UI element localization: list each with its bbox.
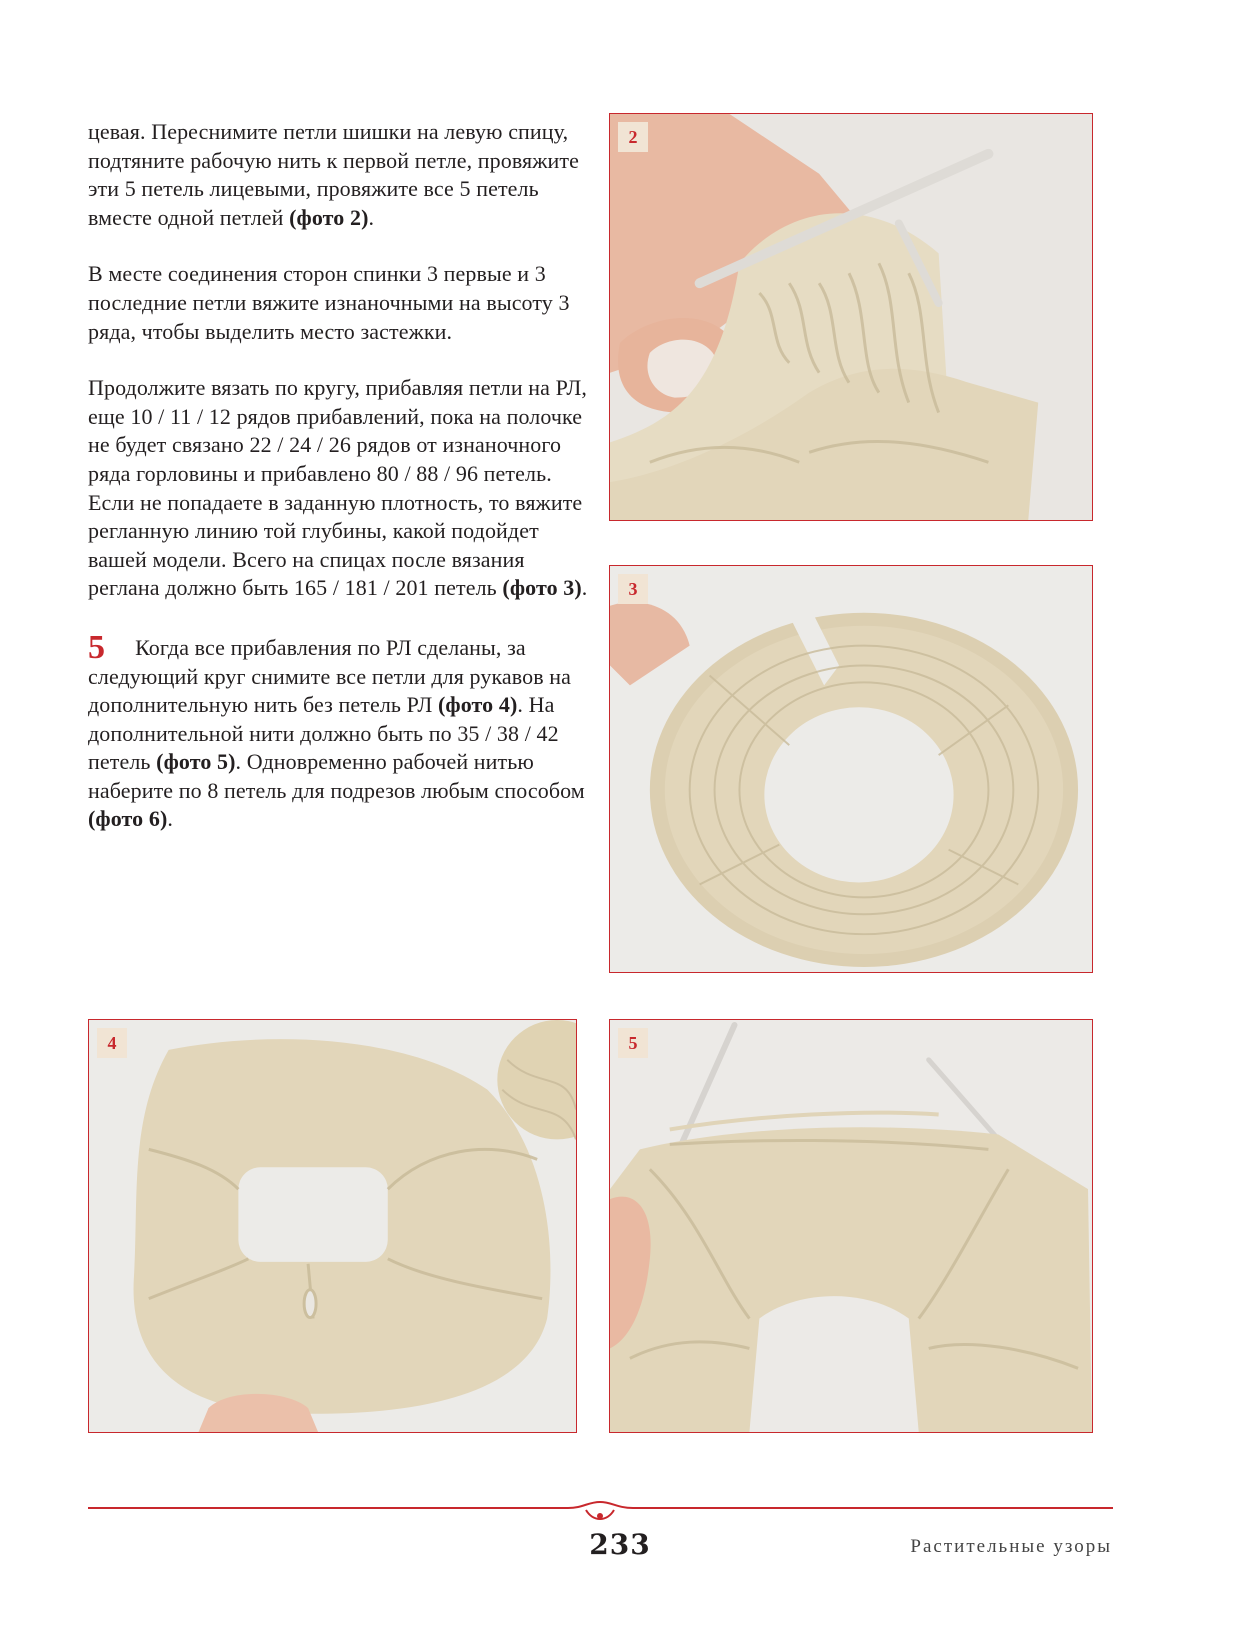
photo-3-image — [610, 566, 1092, 972]
step-number: 5 — [88, 628, 106, 666]
step-text — [88, 635, 585, 832]
photo-2-label: 2 — [618, 122, 648, 152]
photo-4-label: 4 — [97, 1028, 127, 1058]
text-run: Когда все прибавления по РЛ сделаны, за следующий круг снимите все петли для рукавов на дополнительную нить без петель РЛ — [88, 634, 572, 718]
photo-3 — [609, 565, 1093, 973]
photo-2 — [609, 113, 1093, 521]
photo-3-label: 3 — [618, 574, 648, 604]
photo-5 — [609, 1019, 1093, 1433]
text-run: Продолжите вязать по кругу, прибавляя петли на РЛ, еще 10 / 11 / 12 рядов прибавлений, пока на полочке не будет связано 22 / 24 / 26 рядов от изнаночного ряда горловины и прибавлено 80 / 88 / 96 петель. Если не попадаете в заданную плотность, то вяжите регланную линию той глубины, какой подойдет вашей модели. Всего на спицах после вязания реглана должно быть 165 / 181 / 201 петель — [88, 375, 587, 601]
section-title: Растительные узоры — [910, 1536, 1112, 1557]
text-run: цевая. Переснимите петли шишки на левую спицу, подтяните рабочую нить к первой петле, провяжите эти 5 петель лицевыми, провяжите все 5 петель вместе одной петлей — [88, 119, 580, 230]
photo-reference: (фото 4) — [437, 692, 518, 718]
paragraph-2 — [88, 260, 588, 346]
photo-reference: (фото 2) — [289, 204, 369, 230]
page-number: 233 — [589, 1528, 651, 1561]
photo-reference: (фото 6) — [88, 806, 168, 832]
text-run: В месте соединения сторон спинки 3 первые и 3 последние петли вяжите изнаночными на высоту 3 ряда, чтобы выделить место застежки. — [88, 261, 570, 344]
text-run: . На дополнительной нити должно быть по 35 / 38 / 42 петель — [88, 692, 559, 775]
footer-divider — [88, 1500, 1113, 1530]
paragraph-3 — [88, 374, 588, 603]
photo-5-label: 5 — [618, 1028, 648, 1058]
photo-reference: (фото 3) — [502, 575, 582, 601]
photo-4 — [88, 1019, 577, 1433]
photo-reference: (фото 5) — [156, 749, 236, 775]
photo-4-image — [89, 1020, 576, 1432]
body-text — [88, 118, 588, 862]
text-run: . — [368, 204, 375, 230]
text-run: . Одновременно рабочей нитью наберите по 8 петель для подрезов любым способом — [88, 749, 585, 803]
photo-5-image — [610, 1020, 1092, 1432]
text-run: . — [581, 575, 588, 601]
photo-2-image — [610, 114, 1092, 520]
step-5-paragraph — [88, 628, 588, 834]
paragraph-1 — [88, 118, 588, 232]
text-run: . — [167, 806, 174, 832]
